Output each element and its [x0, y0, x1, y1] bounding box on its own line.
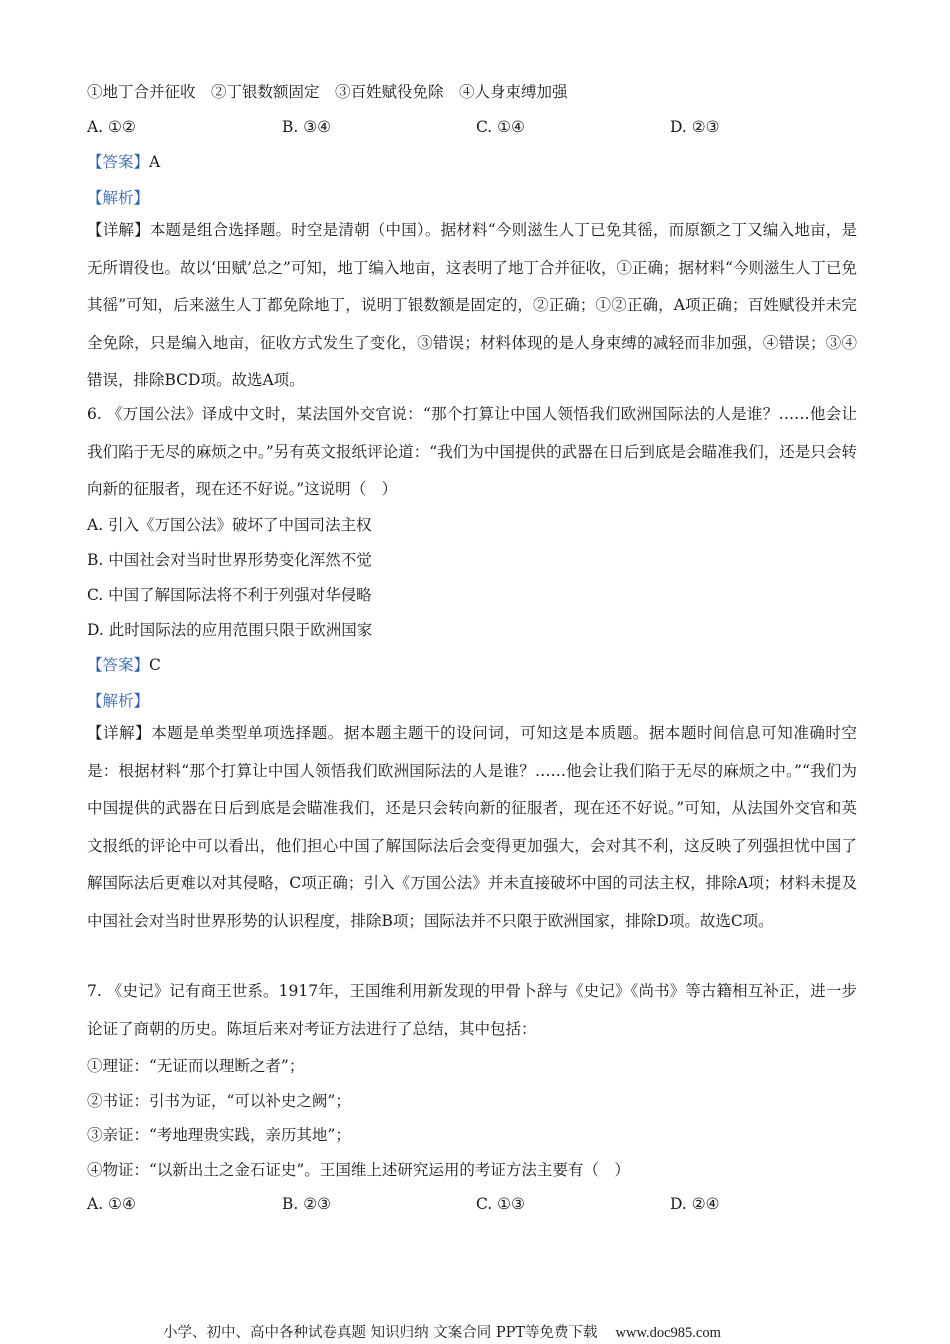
q6-option-b: B. 中国社会对当时世界形势变化浑然不觉	[87, 551, 372, 569]
q6-option-d: D. 此时国际法的应用范围只限于欧洲国家	[87, 621, 373, 639]
q6-stem: 6. 《万国公法》译成中文时，某法国外交官说：“那个打算让中国人领悟我们欧洲国际法的人是谁？……他会让我们陷于无尽的麻烦之中。”另有英文报纸评论道：“我们为中国提供的武器在日后到底是会瞄准我们，还是只会转向新的征服者，现在还不好说。”这说明（ ）	[87, 405, 857, 498]
q7-option-b: B. ②③	[282, 1195, 332, 1213]
q5-detail	[87, 212, 857, 400]
detail-text: 本题是组合选择题。时空是清朝（中国）。据材料“今则滋生人丁已免其徭，而原额之丁又编入地亩，是无所谓役也。故以‘田赋’总之”可知，地丁编入地亩，这表明了地丁合并征收，①正确；据材料“今则滋生人丁已免其徭”可知，后来滋生人丁都免除地丁，说明丁银数额是固定的，②正确；①②正确，A项正确；百姓赋役并未完全免除，只是编入地亩，征收方式发生了变化，③错误；材料体现的是人身束缚的减轻而非加强，④错误；③④错误，排除BCD项。故选A项。	[87, 221, 857, 389]
answer-label: 【答案】	[87, 153, 150, 171]
detail-text: 本题是单类型单项选择题。据本题主题干的设问词，可知这是本质题。据本题时间信息可知准确时空是：根据材料“那个打算让中国人领悟我们欧洲国际法的人是谁？……他会让我们陷于无尽的麻烦之中。”“我们为中国提供的武器在日后到底是会瞄准我们，还是只会转向新的征服者，现在还不好说。”可知，从法国外交官和英文报纸的评论中可以看出，他们担心中国了解国际法后会变得更加强大，会对其不利，这反映了列强担忧中国了解国际法后更难以对其侵略，C项正确；引入《万国公法》并未直接破坏中国的司法主权，排除A项；材料未提及中国社会对当时世界形势的认识程度，排除B项；国际法并不只限于欧洲国家，排除D项。故选C项。	[87, 724, 857, 930]
detail-label: 【详解】	[87, 221, 150, 239]
answer-label: 【答案】	[87, 656, 150, 674]
q5-answer	[87, 152, 160, 172]
q7-item-4: ④物证：“以新出土之金石证史”。王国维上述研究运用的考证方法主要有（ ）	[87, 1161, 630, 1179]
q7-stem: 7. 《史记》记有商王世系。1917年，王国维利用新发现的甲骨卜辞与《史记》《尚书》等古籍相互补正，进一步论证了商朝的历史。陈垣后来对考证方法进行了总结，其中包括：	[87, 982, 857, 1038]
detail-label: 【详解】	[87, 724, 152, 742]
answer-value: C	[149, 656, 161, 674]
footer-text: 小学、初中、高中各种试卷真题 知识归纳 文案合同 PPT等免费下载	[163, 1325, 598, 1341]
q7-option-a: A. ①④	[87, 1195, 136, 1213]
q6-option-c: C. 中国了解国际法将不利于列强对华侵略	[87, 586, 372, 604]
q7-item-2: ②书证：引书为证，“可以补史之阙”；	[87, 1092, 351, 1110]
footer-url[interactable]: www.doc985.com	[615, 1325, 721, 1341]
q5-option-d: D. ②③	[670, 118, 720, 136]
q5-option-c: C. ①④	[476, 118, 525, 136]
q7-item-1: ①理证：“无证而以理断之者”；	[87, 1057, 305, 1075]
q5-option-a: A. ①②	[87, 118, 136, 136]
answer-value: A	[149, 153, 161, 171]
q6-option-a: A. 引入《万国公法》破坏了中国司法主权	[87, 516, 372, 534]
q5-analysis-label: 【解析】	[87, 189, 150, 207]
q6-answer	[87, 655, 161, 675]
page-footer	[163, 1324, 721, 1342]
q5-stem-items: ①地丁合并征收 ②丁银数额固定 ③百姓赋役免除 ④人身束缚加强	[87, 83, 568, 101]
q6-analysis-label: 【解析】	[87, 692, 150, 710]
q5-option-b: B. ③④	[282, 118, 332, 136]
q6-detail	[87, 715, 857, 940]
q7-item-3: ③亲证：“考地理贵实践，亲历其地”；	[87, 1126, 351, 1144]
q7-option-d: D. ②④	[670, 1195, 720, 1213]
q7-option-c: C. ①③	[476, 1195, 525, 1213]
